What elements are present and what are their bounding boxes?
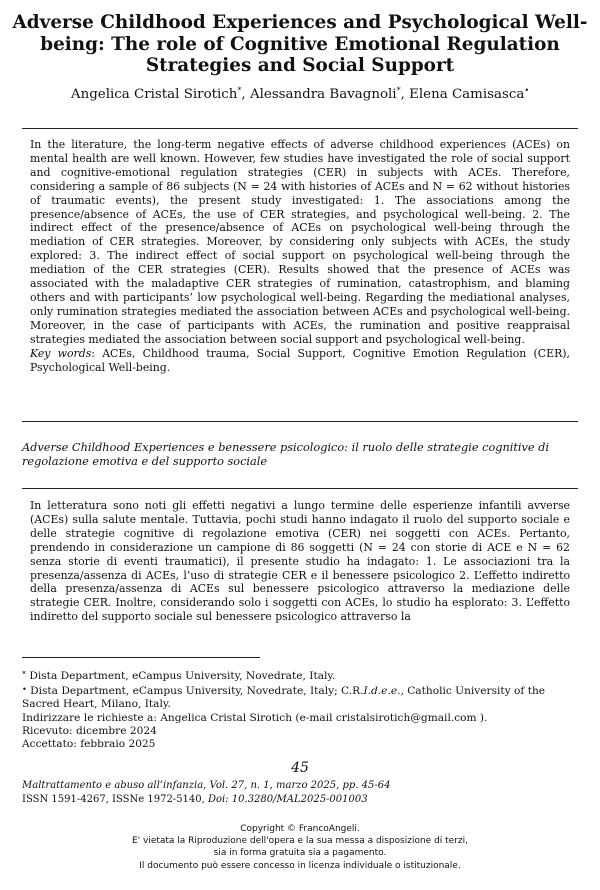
footnote-mark: • — [22, 685, 27, 695]
accepted-date: Accettato: febbraio 2025 — [22, 738, 156, 751]
copyright-notice — [0, 823, 600, 872]
copyright-line: Il documento può essere concesso in licenza individuale o istituzionale. — [139, 860, 461, 871]
italian-abstract — [30, 499, 570, 624]
correspondence-note: Indirizzare le richieste a: Angelica Cristal Sirotich (e-mail cristalsirotich@gmail.com ). — [22, 711, 488, 724]
received-date: Ricevuto: dicembre 2024 — [22, 724, 157, 737]
footnote-text: Catholic University of the Sacred Heart, Milano, Italy. — [22, 685, 546, 711]
author-name: Alessandra Bavagnoli — [249, 87, 397, 102]
copyright-line: sia in forma gratuita sia a pagamento. — [213, 848, 387, 859]
doi-text: Doi: 10.3280/MAL2025-001003 — [208, 793, 368, 805]
article-title: Adverse Childhood Experiences and Psychological Well-being: The role of Cognitive Emotional Regulation Strategies and Social Support — [12, 12, 588, 76]
copyright-line: E' vietata la Riproduzione dell'opera e la sua messa a disposizione di terzi, — [131, 836, 469, 847]
affiliation-mark: • — [524, 86, 530, 95]
keywords-separator: : — [91, 346, 103, 360]
issn-line — [22, 793, 582, 807]
keywords-line — [30, 347, 570, 375]
author-name: Angelica Cristal Sirotich — [70, 87, 238, 102]
italian-abstract-top-rule — [22, 488, 578, 489]
affiliation-mark: * — [396, 86, 401, 95]
keywords-label: Key words — [30, 346, 92, 360]
english-abstract — [30, 138, 570, 374]
journal-info — [22, 779, 582, 806]
abstract-bottom-rule — [22, 421, 578, 422]
author-name: Elena Camisasca — [409, 87, 525, 102]
keywords-text: ACEs, Childhood trauma, Social Support, Cognitive Emotion Regulation (CER), Psychological Well-being. — [30, 346, 570, 374]
author-separator: , — [400, 87, 410, 102]
italian-abstract-body: In letteratura sono noti gli effetti negativi a lungo termine delle esperienze infantili avverse (ACEs) sulla salute mentale. Tuttavia, pochi studi hanno indagato il ruolo del supporto sociale e delle strategie cognitive di regolazione emotiva (CER) nei soggetti con ACEs. Pertanto, prendendo in considerazione un campione di 86 soggetti (N = 24 con storie di ACE e N = 62 senza storie di eventi traumatici), il presente studio ha indagato: 1. Le associazioni tra la presenza/assenza di ACEs, l’uso di strategie CER e il benessere psicologico 2. L’effetto indiretto della presenza/assenza di ACEs sul benessere psicologico attraverso la mediazione delle strategie CER. Inoltre, considerando solo i soggetti con ACEs, lo studio ha esplorato: 3. L’effetto indiretto del supporto sociale sul benessere psicologico attraverso la — [30, 499, 570, 624]
abstract-top-rule — [22, 128, 578, 129]
footnote-affiliation-2 — [22, 683, 582, 711]
author-separator: , — [241, 87, 250, 102]
footnotes — [22, 668, 582, 751]
abstract-body: In the literature, the long-term negative effects of adverse childhood experiences (ACEs) on mental health are well known. However, few studies have investigated the role of social support and cognitive-emotional regulation strategies (CER) in subjects with ACEs. Therefore, considering a sample of 86 subjects (N = 24 with histories of ACEs and N = 62 without histories of traumatic events), the present study investigated: 1. The associations among the presence/absence of ACEs, the use of CER strategies, and psychological well-being. 2. The indirect effect of the presence/absence of ACEs on psychological well-being through the mediation of CER strategies. Moreover, by considering only subjects with ACEs, the study explored: 3. The indirect effect of social support on psychological well-being through the mediation of the CER strategies (CER). Results showed that the presence of ACEs was associated with the maladaptive CER strategies of rumination, catastrophism, and blaming others and with participants’ low psychological well-being. Regarding the mediational analyses, only rumination strategies mediated the association between ACEs and psychological well-being. Moreover, in the case of participants with ACEs, the rumination and positive reappraisal strategies mediated the association between social support and psychological well-being. — [30, 138, 570, 346]
page-number: 45 — [291, 760, 309, 776]
copyright-line: Copyright © FrancoAngeli. — [240, 824, 360, 834]
footnote-text: Dista Department, eCampus University, Novedrate, Italy. — [26, 670, 336, 682]
journal-citation: Maltrattamento e abuso all’infanzia, Vol. 27, n. 1, marzo 2025, pp. 45-64 — [22, 780, 391, 791]
issn-text: ISSN 1591-4267, ISSNe 1972-5140, — [22, 793, 208, 805]
affiliation-mark: * — [237, 86, 242, 95]
footnote-mark: * — [22, 670, 26, 679]
author-list — [10, 87, 590, 103]
footnote-text-italic: I.d.e.e., — [363, 685, 404, 698]
footnote-rule — [22, 657, 260, 658]
italian-title: Adverse Childhood Experiences e benessere psicologico: il ruolo delle strategie cognitive di regolazione emotiva e del supporto sociale — [22, 441, 550, 469]
footnote-text: Dista Department, eCampus University, Novedrate, Italy; C.R. — [26, 685, 364, 698]
footnote-affiliation-1 — [22, 668, 582, 683]
